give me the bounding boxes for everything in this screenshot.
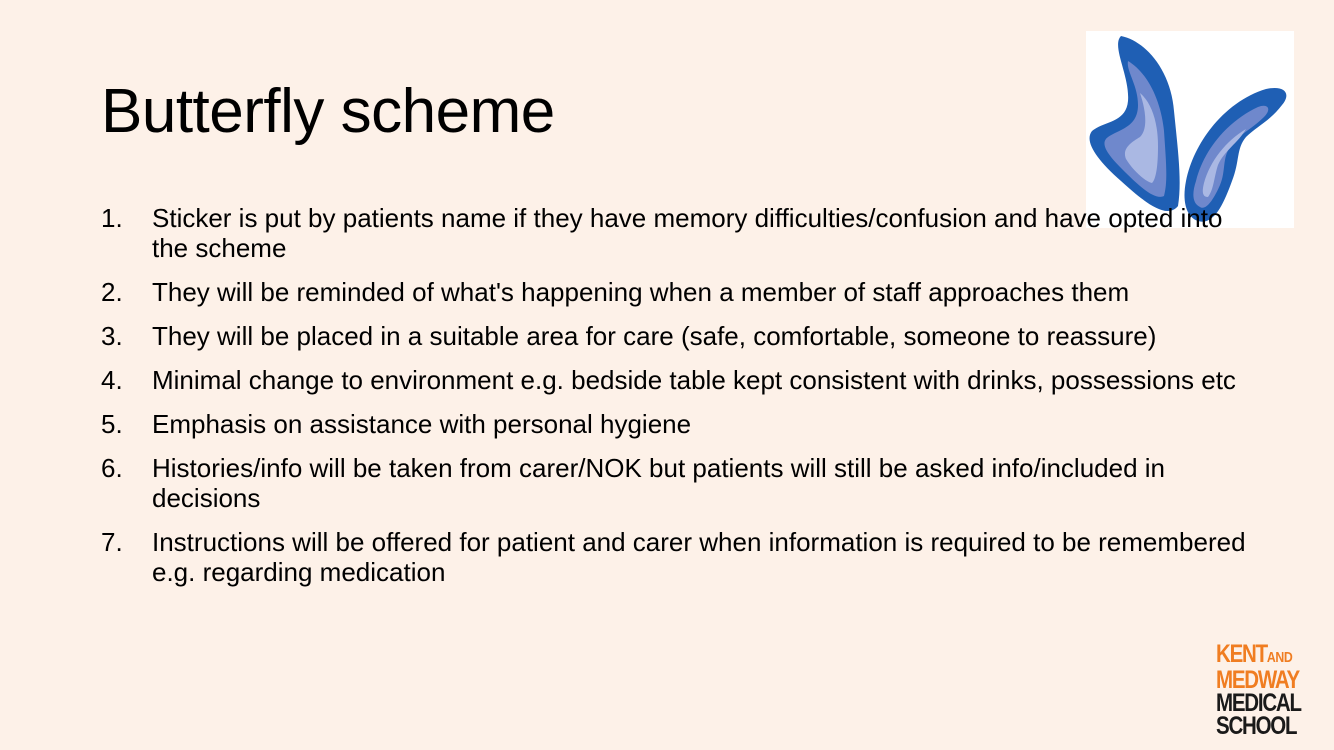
list-text: Histories/info will be taken from carer/NOK but patients will still be asked info/included in decisions	[152, 453, 1166, 513]
list-number: 4.	[101, 365, 123, 395]
slide-title: Butterfly scheme	[101, 77, 555, 146]
scheme-list	[101, 203, 1251, 601]
list-number: 3.	[101, 321, 123, 351]
butterfly-icon	[1086, 31, 1294, 228]
list-number: 5.	[101, 409, 123, 439]
list-number: 7.	[101, 527, 123, 557]
list-item	[101, 321, 1251, 351]
list-number: 6.	[101, 453, 123, 483]
list-item	[101, 409, 1251, 439]
logo-word-and: AND	[1266, 649, 1293, 666]
list-text: Emphasis on assistance with personal hygiene	[152, 409, 692, 439]
list-number: 1.	[101, 203, 123, 233]
list-item	[101, 277, 1251, 307]
list-item	[101, 453, 1251, 513]
list-text: Instructions will be offered for patient and carer when information is required to be remembered e.g. regarding medication	[152, 527, 1246, 587]
list-text: They will be placed in a suitable area for care (safe, comfortable, someone to reassure)	[152, 321, 1157, 351]
logo-line-2: MEDWAY	[1216, 666, 1299, 694]
list-text: They will be reminded of what's happening when a member of staff approaches them	[152, 277, 1130, 307]
list-item	[101, 527, 1251, 587]
list-item	[101, 365, 1251, 395]
logo-word-kent: KENT	[1216, 640, 1267, 668]
logo-line-4: SCHOOL	[1216, 712, 1297, 740]
logo-line-3: MEDICAL	[1216, 689, 1301, 717]
list-number: 2.	[101, 277, 123, 307]
kent-medway-medical-school-logo	[1216, 640, 1308, 740]
butterfly-logo	[1086, 31, 1294, 228]
list-text: Minimal change to environment e.g. bedside table kept consistent with drinks, possessions etc	[152, 365, 1236, 395]
list-text: Sticker is put by patients name if they have memory difficulties/confusion and have opted into the scheme	[152, 203, 1223, 263]
list-item	[101, 203, 1251, 263]
